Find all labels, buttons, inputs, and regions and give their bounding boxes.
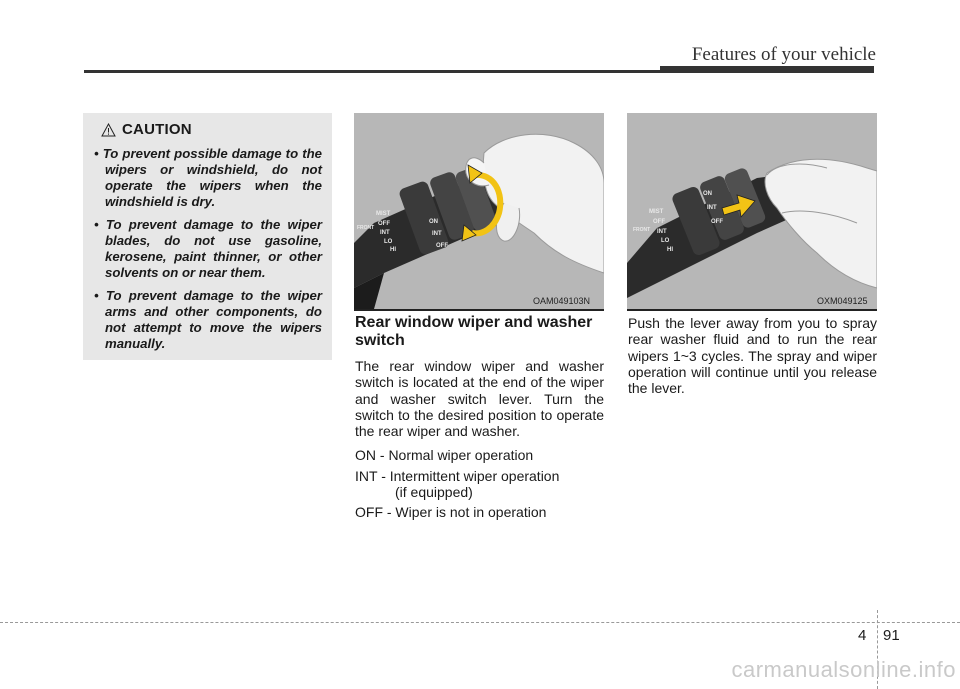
rear-wiper-section	[355, 314, 604, 525]
rear-wiper-intro: The rear window wiper and washer switch is located at the end of the wiper and washer switch lever. Turn the switch to the desired position to operate the rear wiper and washer.	[355, 358, 604, 440]
mode-on: ON - Normal wiper operation	[355, 447, 534, 464]
caution-list	[93, 146, 322, 352]
caution-item: • To prevent damage to the wiper arms and other components, do not attempt to move the wipers manually.	[94, 288, 323, 351]
mode-int: INT - Intermittent wiper operation	[355, 467, 560, 484]
figure-code-1: OAM049103N	[533, 296, 591, 306]
page-number: 91	[883, 627, 900, 644]
lever-label-mist: MIST	[649, 209, 664, 215]
figure-rule-2	[627, 309, 877, 311]
lever-label-front: FRONT	[633, 227, 651, 233]
figure-rear-washer-push	[627, 113, 877, 309]
caution-item: • To prevent damage to the wiper blades, do not use gasoline, kerosene, paint thinner, or other solvents on or near them.	[94, 217, 323, 280]
caution-box	[83, 113, 332, 360]
figure-code-2: OXM049125	[817, 296, 868, 306]
rear-label-off: OFF	[711, 219, 723, 225]
lever-label-mist: MIST	[376, 211, 391, 217]
lever-label-lo: LO	[384, 239, 393, 245]
wiper-lever-illustration	[354, 113, 604, 309]
lever-label-int: INT	[380, 230, 390, 236]
lever-label-lo: LO	[661, 238, 670, 244]
lever-label-int: INT	[657, 229, 667, 235]
rear-label-on: ON	[429, 219, 438, 225]
mode-int-note: (if equipped)	[395, 484, 473, 501]
figure-rule-1	[354, 309, 604, 311]
header-section-title: Features of your vehicle	[691, 44, 876, 65]
lever-label-front: FRONT	[357, 225, 375, 231]
watermark: carmanualsonline.info	[731, 657, 956, 682]
rear-label-int: INT	[707, 205, 717, 211]
rear-label-on: ON	[703, 191, 712, 197]
lever-label-off: OFF	[378, 221, 390, 227]
lever-label-hi: HI	[667, 247, 673, 253]
rear-label-off: OFF	[436, 243, 448, 249]
warning-triangle-icon	[101, 123, 116, 137]
washer-instructions: Push the lever away from you to spray rear washer fluid and to run the rear wipers 1~3 cycles. The spray and wiper operation will continue until you release the lever.	[628, 315, 877, 397]
wiper-lever-push-illustration	[627, 113, 877, 309]
header-rule-accent	[660, 66, 874, 73]
section-heading: Rear window wiper and washer switch	[355, 314, 593, 349]
lever-label-hi: HI	[390, 247, 396, 253]
caution-item: • To prevent possible damage to the wipers or windshield, do not operate the wipers when the windshield is dry.	[94, 146, 322, 209]
figure-rear-wiper-rotate	[354, 113, 604, 309]
lever-label-off: OFF	[653, 219, 665, 225]
mode-off: OFF - Wiper is not in operation	[355, 504, 547, 521]
footer-rule	[0, 622, 960, 623]
rear-label-int: INT	[432, 231, 442, 237]
caution-header	[101, 121, 322, 138]
washer-section	[628, 315, 877, 404]
chapter-number: 4	[858, 627, 867, 644]
caution-title: CAUTION	[122, 121, 192, 138]
